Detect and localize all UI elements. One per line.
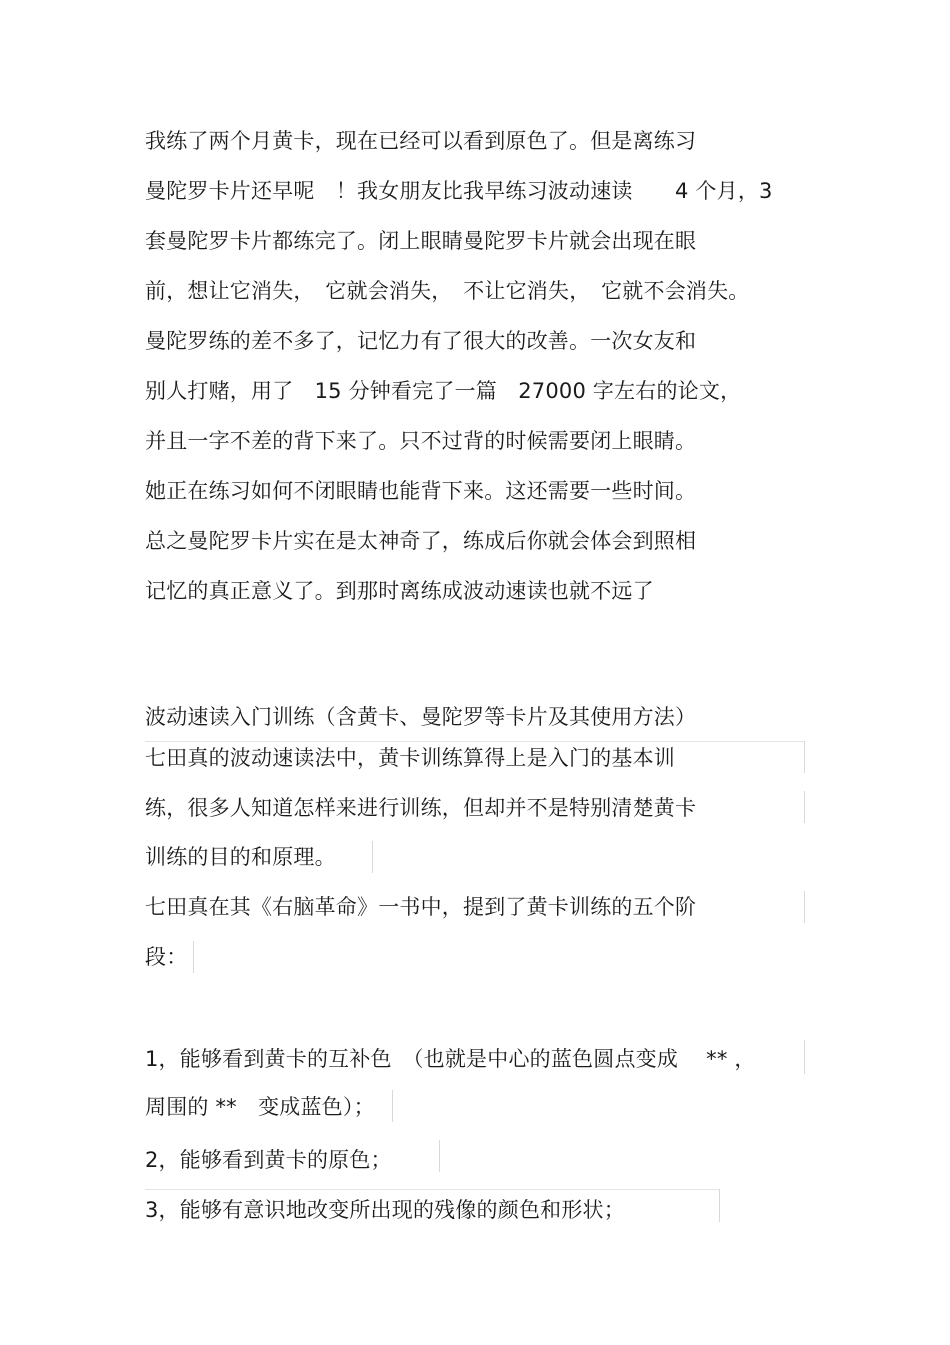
stage-item-1: 1，能够看到黄卡的互补色 （也就是中心的蓝色圆点变成 ** ， bbox=[145, 1047, 756, 1071]
cell-border-right bbox=[719, 1189, 720, 1222]
paragraph-1-line-10: 记忆的真正意义了。到那时离练成波动速读也就不远了 bbox=[145, 579, 654, 603]
paragraph-1-line-2: 曼陀罗卡片还早呢 ！我女朋友比我早练习波动速读 4 个月，3 bbox=[145, 179, 773, 203]
cell-border-right bbox=[439, 1140, 440, 1172]
paragraph-1-line-6: 别人打赌，用了 15 分钟看完了一篇 27000 字左右的论文， bbox=[145, 379, 742, 403]
cell-border-right bbox=[392, 1090, 393, 1122]
paragraph-1-line-5: 曼陀罗练的差不多了，记忆力有了很大的改善。一次女友和 bbox=[145, 329, 697, 353]
cell-border-right bbox=[804, 791, 805, 823]
paragraph-2-line-3: 训练的目的和原理。 bbox=[145, 845, 336, 869]
stage-item-1-continued: 周围的 ** 变成蓝色）； bbox=[145, 1095, 375, 1119]
cell-border-top bbox=[145, 741, 805, 742]
cell-border-right bbox=[804, 1040, 805, 1074]
paragraph-1-line-1: 我练了两个月黄卡，现在已经可以看到原色了。但是离练习 bbox=[145, 129, 697, 153]
section-title: 波动速读入门训练（含黄卡、曼陀罗等卡片及其使用方法） bbox=[145, 705, 697, 729]
cell-border-right bbox=[804, 741, 805, 773]
cell-border-right bbox=[193, 941, 194, 973]
paragraph-2-line-1: 七田真的波动速读法中，黄卡训练算得上是入门的基本训 bbox=[145, 746, 675, 770]
paragraph-1-line-7: 并且一字不差的背下来了。只不过背的时候需要闭上眼睛。 bbox=[145, 429, 697, 453]
paragraph-3-line-1: 七田真在其《右脑革命》一书中，提到了黄卡训练的五个阶 bbox=[145, 895, 697, 919]
stage-item-2: 2，能够看到黄卡的原色； bbox=[145, 1148, 392, 1172]
paragraph-2-line-2: 练，很多人知道怎样来进行训练，但却并不是特别清楚黄卡 bbox=[145, 796, 697, 820]
paragraph-3-line-2: 段： bbox=[145, 945, 188, 969]
paragraph-1-line-8: 她正在练习如何不闭眼睛也能背下来。这还需要一些时间。 bbox=[145, 479, 697, 503]
paragraph-1-line-3: 套曼陀罗卡片都练完了。闭上眼睛曼陀罗卡片就会出现在眼 bbox=[145, 229, 697, 253]
cell-border-top bbox=[145, 1189, 720, 1190]
cell-border-right bbox=[804, 891, 805, 923]
paragraph-1-line-4: 前，想让它消失， 它就会消失， 不让它消失， 它就不会消失。 bbox=[145, 279, 750, 303]
cell-border-right bbox=[372, 841, 373, 873]
stage-item-3: 3，能够有意识地改变所出现的残像的颜色和形状； bbox=[145, 1198, 625, 1222]
paragraph-1-line-9: 总之曼陀罗卡片实在是太神奇了，练成后你就会体会到照相 bbox=[145, 529, 697, 553]
